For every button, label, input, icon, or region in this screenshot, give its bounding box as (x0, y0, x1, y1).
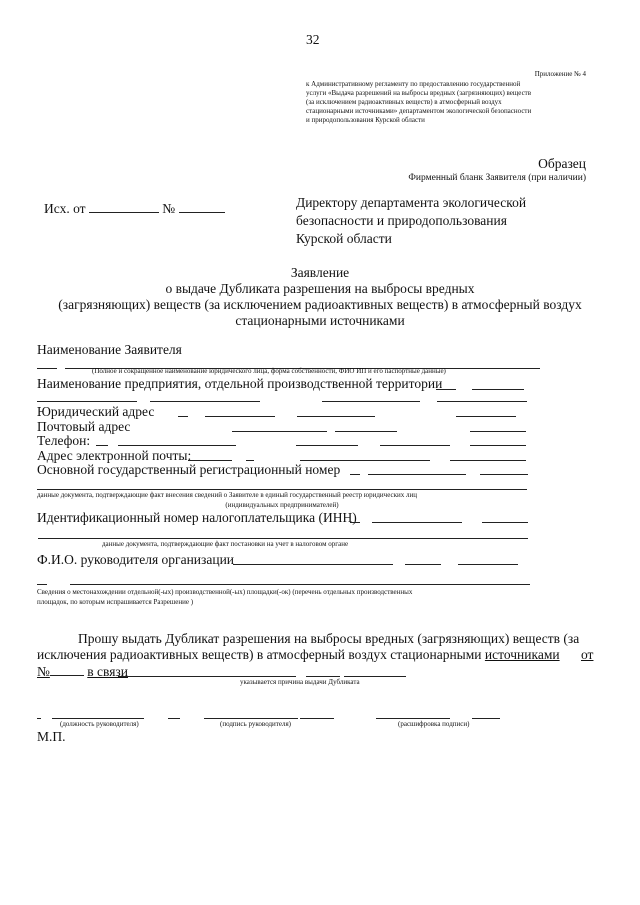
ogrn-note: данные документа, подтверждающие факт внесения сведений о Заявителе в единый государственный реестр юридических лиц (37, 491, 417, 499)
location-note: Сведения о местонахождении отдельной(-ых) производственной(-ых) площадки(-ок) (перечень отдельных производственных (37, 588, 413, 596)
appendix-text (306, 80, 588, 125)
signature-field[interactable] (204, 718, 298, 719)
addressee-line: безопасности и природопользования (296, 213, 507, 228)
subtitle-line: (загрязняющих) веществ (за исключением радиоактивных веществ) в атмосферный воздух (58, 297, 582, 312)
ogrn-note-2: (индивидуальных предпринимателей) (225, 501, 339, 509)
position-field[interactable] (52, 718, 144, 719)
letterhead-note: Фирменный бланк Заявителя (при наличии) (408, 173, 586, 183)
ogrn-field[interactable] (368, 474, 466, 475)
outgoing-date-field[interactable] (89, 200, 159, 213)
request-from-word: от (580, 647, 594, 662)
applicant-name-label: Наименование Заявителя (37, 342, 182, 357)
reason-note: указывается причина выдачи Дубликата (240, 678, 360, 686)
outgoing-ref (44, 200, 225, 217)
postal-address-label: Почтовый адрес (37, 419, 131, 434)
subtitle-line: о выдаче Дубликата разрешения на выбросы вредных (165, 281, 475, 296)
decode-field[interactable] (376, 718, 450, 719)
phone-field[interactable] (118, 445, 236, 446)
appendix-line: (за исключением радиоактивных веществ) в атмосферный воздух (306, 98, 502, 106)
phone-label: Телефон: (37, 433, 91, 448)
director-field[interactable] (233, 564, 393, 565)
request-num-field[interactable] (50, 663, 84, 676)
location-note-2: площадок, по которым испрашивается Разрешение ) (37, 598, 194, 606)
legal-address-field[interactable] (205, 416, 275, 417)
sample-label: Образец (538, 156, 586, 171)
appendix-title: Приложение № 4 (534, 70, 586, 78)
subtitle-line: стационарными источниками (235, 313, 405, 328)
location-field[interactable] (70, 584, 530, 585)
document-subtitle (0, 281, 640, 329)
request-line-3 (37, 663, 128, 680)
email-label: Адрес электронной почты: (37, 448, 192, 463)
request-sources-word: источниками (484, 647, 560, 662)
appendix-line: и природопользования Курской области (306, 116, 425, 124)
document-title: Заявление (290, 265, 350, 280)
outgoing-num-label: № (162, 201, 176, 216)
inn-note: данные документа, подтверждающие факт постановки на учет в налоговом органе (102, 540, 349, 548)
outgoing-num-field[interactable] (179, 200, 225, 213)
addressee-line: Директору департамента экологической (296, 195, 527, 210)
request-line-2 (37, 647, 593, 663)
page-number: 32 (306, 32, 320, 47)
addressee-line: Курской области (296, 231, 392, 246)
request-line-2-text: исключения радиоактивных веществ) в атмосферный воздух стационарными (37, 647, 485, 662)
request-num-label: № (37, 664, 50, 679)
signature-caption: (подпись руководителя) (220, 720, 292, 728)
director-label: Ф.И.О. руководителя организации (37, 552, 235, 567)
inn-label: Идентификационный номер налогоплательщика (ИНН) (37, 510, 357, 525)
ogrn-label: Основной государственный регистрационный номер (37, 462, 341, 477)
postal-address-field[interactable] (232, 431, 327, 432)
email-field[interactable] (188, 460, 232, 461)
inn-field[interactable] (372, 522, 462, 523)
applicant-name-note: (Полное и сокращенное наименование юридического лица, форма собственности, ФИО ИП и его паспортные данные) (92, 367, 446, 375)
enterprise-label: Наименование предприятия, отдельной производственной территории (37, 376, 443, 391)
legal-address-label: Юридический адрес (37, 404, 155, 419)
position-caption: (должность руководителя) (60, 720, 139, 728)
appendix-line: к Административному регламенту по предоставлению государственной (306, 80, 521, 88)
stamp-label: М.П. (37, 729, 66, 744)
addressee (296, 194, 526, 248)
enterprise-field[interactable] (472, 389, 524, 390)
outgoing-ref-label: Исх. от (44, 201, 86, 216)
decode-caption: (расшифровка подписи) (398, 720, 470, 728)
appendix-line: услуги «Выдача разрешений на выбросы вредных (загрязняющих) веществ (306, 89, 532, 97)
appendix-line: стационарными источниками» департаментом экологической безопасности (306, 107, 532, 115)
reason-field[interactable] (118, 676, 296, 677)
request-line-1: Прошу выдать Дубликат разрешения на выбросы вредных (загрязняющих) веществ (за (78, 631, 580, 646)
request-reason-label: в связи (87, 664, 128, 679)
